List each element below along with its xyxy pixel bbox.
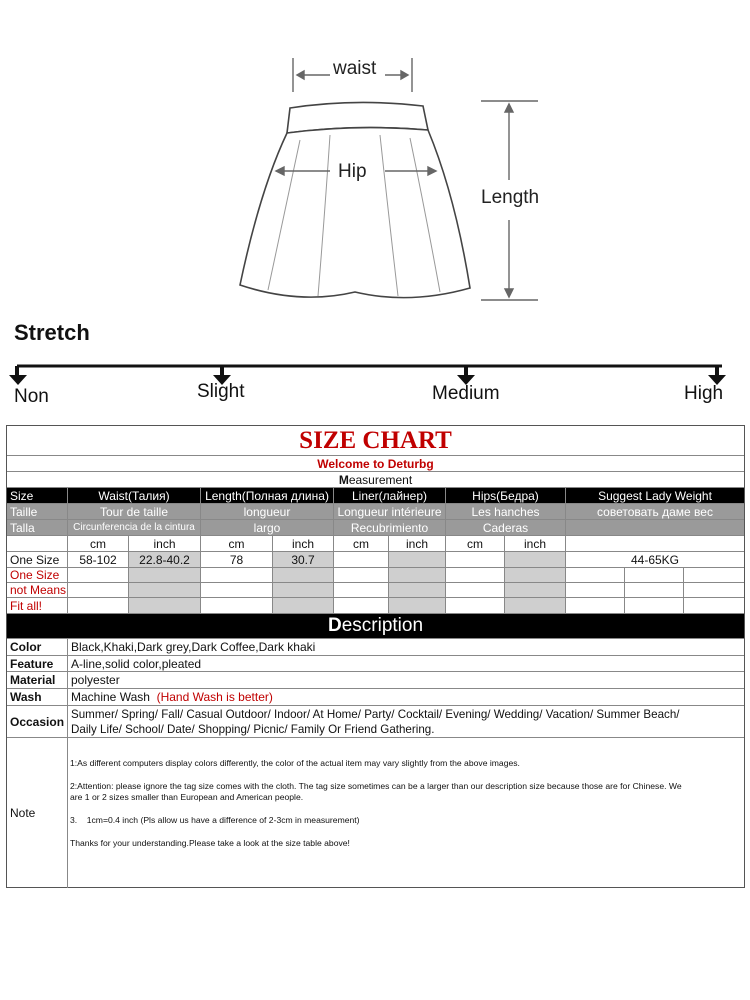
header-length: Length(Полная длина) xyxy=(201,488,334,503)
waist-cm-value: 58-102 xyxy=(68,552,129,567)
chart-title-row xyxy=(7,426,744,456)
header-longueur-interieure: Longueur intérieure xyxy=(334,504,446,519)
header-row-en xyxy=(7,488,744,504)
skirt-measurement-diagram xyxy=(0,0,750,310)
occasion-line-1: Summer/ Spring/ Fall/ Casual Outdoor/ Indoor/ At Home/ Party/ Cocktail/ Evening/ Wedding/ Vacation/ Summer Beach/ xyxy=(71,707,680,721)
header-weight: Suggest Lady Weight xyxy=(598,488,712,503)
material-label: Material xyxy=(7,672,68,688)
unit-length-inch: inch xyxy=(273,536,334,551)
units-row xyxy=(7,536,744,552)
unit-waist-cm: cm xyxy=(68,536,129,551)
header-les-hanches: Les hanches xyxy=(446,504,566,519)
size-note-line-1: One Size xyxy=(7,568,68,582)
stretch-level-non: Non xyxy=(14,386,49,407)
stretch-level-medium: Medium xyxy=(432,383,500,404)
waist-label: waist xyxy=(333,58,377,79)
measurement-rest: easurement xyxy=(348,472,413,487)
unit-liner-inch: inch xyxy=(389,536,446,551)
unit-waist-inch: inch xyxy=(129,536,201,551)
length-cm-value: 78 xyxy=(201,552,273,567)
header-caderas: Caderas xyxy=(446,520,566,535)
unit-length-cm: cm xyxy=(201,536,273,551)
description-row-color xyxy=(7,639,744,656)
stretch-level-high: High xyxy=(684,383,724,404)
header-row-es xyxy=(7,520,744,536)
header-taille: Taille xyxy=(7,504,68,519)
units-blank xyxy=(7,536,68,551)
description-row-wash xyxy=(7,689,744,706)
wash-value-cell xyxy=(68,689,744,705)
size-note-line-3: Fit all! xyxy=(7,598,68,613)
header-blank xyxy=(566,520,744,535)
header-largo: largo xyxy=(201,520,334,535)
header-waist: Waist(Талия) xyxy=(68,488,201,503)
header-talla: Talla xyxy=(7,520,68,535)
welcome-text: Welcome to Deturbg xyxy=(317,456,434,471)
header-liner: Liner(лайнер) xyxy=(334,488,446,503)
welcome-row xyxy=(7,456,744,472)
note-label: Note xyxy=(7,738,68,888)
hips-cm-value xyxy=(446,552,505,567)
stretch-scale xyxy=(0,355,750,415)
description-rest: escription xyxy=(341,615,424,636)
header-circunferencia: Circunferencia de la cintura xyxy=(68,520,201,535)
wash-value: Machine Wash xyxy=(71,690,150,704)
unit-hips-inch: inch xyxy=(505,536,566,551)
note-2: 2:Attention: please ignore the tag size comes with the cloth. The tag size sometimes can be a larger than our description size because those are for Chinese. We xyxy=(70,781,682,791)
note-2b: are 1 or 2 sizes smaller than European and American people. xyxy=(70,792,304,802)
size-chart-table xyxy=(6,425,745,888)
size-one-size: One Size xyxy=(7,552,68,567)
waist-inch-value: 22.8-40.2 xyxy=(129,552,201,567)
table-row xyxy=(7,568,744,583)
wash-extra: (Hand Wash is better) xyxy=(156,690,273,704)
note-1: 1:As different computers display colors differently, the color of the actual item may vary slightly from the above images. xyxy=(70,758,520,768)
table-row xyxy=(7,552,744,568)
weight-value: 44-65KG xyxy=(630,552,680,567)
occasion-label: Occasion xyxy=(7,706,68,737)
measurement-heading xyxy=(7,472,744,487)
units-weight-blank xyxy=(566,536,744,551)
occasion-value xyxy=(68,706,744,737)
length-label: Length xyxy=(481,187,540,208)
header-row-fr xyxy=(7,504,744,520)
header-longueur: longueur xyxy=(201,504,334,519)
description-row-occasion xyxy=(7,706,744,738)
unit-liner-cm: cm xyxy=(334,536,389,551)
note-4: Thanks for your understanding.Please take a look at the size table above! xyxy=(70,838,350,848)
description-title xyxy=(7,614,744,638)
note-content xyxy=(68,738,744,888)
color-label: Color xyxy=(7,639,68,655)
liner-inch-value xyxy=(389,552,446,567)
wash-label: Wash xyxy=(7,689,68,705)
stretch-title: Stretch xyxy=(14,320,90,345)
occasion-line-2: Daily Life/ School/ Date/ Shopping/ Picnic/ Family Or Friend Gathering. xyxy=(71,722,435,736)
header-recubrimiento: Recubrimiento xyxy=(334,520,446,535)
measurement-initial: M xyxy=(338,472,349,487)
unit-hips-cm: cm xyxy=(446,536,505,551)
hips-inch-value xyxy=(505,552,566,567)
header-tour-de-taille: Tour de taille xyxy=(68,504,201,519)
feature-label: Feature xyxy=(7,656,68,671)
header-size: Size xyxy=(7,488,68,503)
feature-value: A-line,solid color,pleated xyxy=(71,656,202,671)
header-hips: Hips(Бедра) xyxy=(446,488,566,503)
material-value: polyester xyxy=(71,673,120,687)
description-initial: D xyxy=(327,615,342,636)
description-row-note xyxy=(7,738,744,888)
length-inch-value: 30.7 xyxy=(273,552,334,567)
header-weight-ru: советовать даме вес xyxy=(597,504,713,519)
size-note-line-2: not Means xyxy=(7,583,68,597)
table-row xyxy=(7,583,744,598)
table-row xyxy=(7,598,744,614)
note-3: 3. 1cm=0.4 inch (Pls allow us have a difference of 2-3cm in measurement) xyxy=(70,815,360,825)
measurement-row xyxy=(7,472,744,488)
liner-cm-value xyxy=(334,552,389,567)
description-header xyxy=(7,614,744,639)
hip-label: Hip xyxy=(338,161,367,182)
description-row-feature xyxy=(7,656,744,672)
stretch-level-slight: Slight xyxy=(197,381,245,402)
chart-title: SIZE CHART xyxy=(299,426,452,454)
color-value: Black,Khaki,Dark grey,Dark Coffee,Dark khaki xyxy=(71,640,316,654)
description-row-material xyxy=(7,672,744,689)
